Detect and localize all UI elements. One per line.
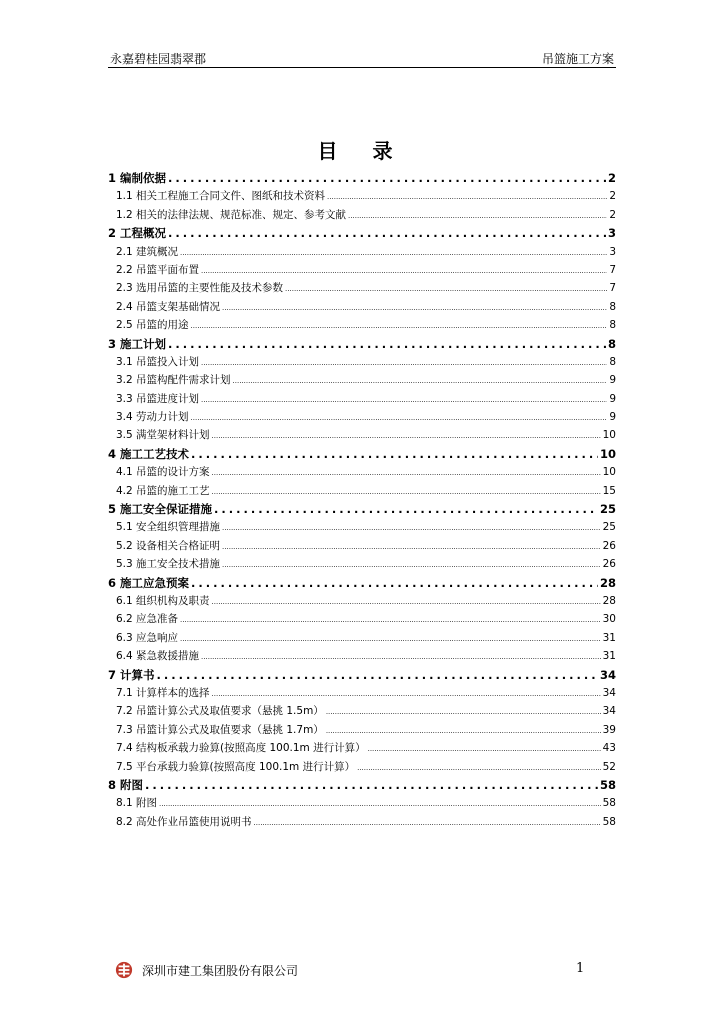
toc-entry-label: 1.1 相关工程施工合同文件、图纸和技术资料 — [116, 190, 326, 203]
toc-entry-label: 2.2 吊篮平面布置 — [116, 263, 200, 276]
toc-subsection-entry[interactable] — [108, 188, 616, 206]
toc-subsection-entry[interactable] — [108, 372, 616, 390]
toc-subsection-entry[interactable] — [108, 740, 616, 758]
toc-subsection-entry[interactable] — [108, 464, 616, 482]
toc-entry-label: 2.3 选用吊篮的主要性能及技术参数 — [116, 282, 284, 295]
toc-entry-page: 58 — [602, 797, 616, 810]
toc-entry-label: 7 计算书 — [108, 667, 155, 682]
toc-entry-page: 8 — [609, 319, 616, 332]
toc-entry-label: 6.3 应急响应 — [116, 631, 179, 644]
toc-section-entry[interactable] — [108, 501, 616, 519]
toc-entry-page: 52 — [602, 760, 616, 773]
toc-section-entry[interactable] — [108, 170, 616, 188]
toc-subsection-entry[interactable] — [108, 759, 616, 777]
toc-subsection-entry[interactable] — [108, 427, 616, 445]
toc-dot-leader — [212, 432, 601, 440]
toc-dot-leader — [222, 543, 601, 551]
toc-entry-label: 3.1 吊篮投入计划 — [116, 355, 200, 368]
toc-entry-label: 7.1 计算样本的选择 — [116, 686, 210, 699]
toc-entry-page: 30 — [602, 613, 616, 626]
toc-dot-leader — [327, 193, 607, 201]
toc-subsection-entry[interactable] — [108, 538, 616, 556]
toc-entry-label: 3.3 吊篮进度计划 — [116, 392, 200, 405]
toc-subsection-entry[interactable] — [108, 685, 616, 703]
toc-entry-page: 58 — [602, 815, 616, 828]
toc-section-entry[interactable] — [108, 336, 616, 354]
toc-entry-label: 5 施工安全保证措施 — [108, 502, 213, 517]
toc-dot-leader — [180, 635, 601, 643]
toc-dot-leader — [212, 469, 601, 477]
toc-dot-leader — [157, 668, 598, 682]
footer-company-name: 深圳市建工集团股份有限公司 — [142, 964, 299, 978]
toc-entry-page: 58 — [599, 777, 616, 792]
toc-entry-page: 28 — [599, 575, 616, 590]
toc-entry-page: 43 — [602, 742, 616, 755]
toc-entry-page: 2 — [609, 190, 616, 203]
toc-subsection-entry[interactable] — [108, 703, 616, 721]
toc-subsection-entry[interactable] — [108, 280, 616, 298]
toc-dot-leader — [201, 359, 607, 367]
toc-entry-label: 8 附图 — [108, 777, 144, 792]
toc-dot-leader — [222, 304, 607, 312]
toc-entry-page: 10 — [602, 466, 616, 479]
toc-entry-label: 8.2 高处作业吊篮使用说明书 — [116, 815, 252, 828]
header-divider — [108, 67, 616, 68]
toc-dot-leader — [145, 778, 598, 792]
toc-entry-page: 34 — [599, 667, 616, 682]
toc-entry-label: 6.1 组织机构及职责 — [116, 594, 210, 607]
toc-entry-label: 3.2 吊篮构配件需求计划 — [116, 374, 231, 387]
toc-subsection-entry[interactable] — [108, 795, 616, 813]
toc-subsection-entry[interactable] — [108, 556, 616, 574]
toc-entry-label: 3.4 劳动力计划 — [116, 411, 189, 424]
toc-dot-leader — [201, 653, 601, 661]
toc-dot-leader — [168, 171, 606, 185]
toc-entry-page: 9 — [609, 392, 616, 405]
toc-subsection-entry[interactable] — [108, 244, 616, 262]
toc-dot-leader — [348, 212, 607, 220]
toc-entry-page: 10 — [602, 429, 616, 442]
toc-dot-leader — [180, 249, 607, 257]
toc-entry-page: 9 — [609, 411, 616, 424]
toc-section-entry[interactable] — [108, 777, 616, 795]
toc-entry-page: 9 — [609, 374, 616, 387]
toc-entry-page: 34 — [602, 705, 616, 718]
toc-dot-leader — [222, 561, 601, 569]
toc-entry-page: 10 — [599, 446, 616, 461]
toc-entry-label: 5.3 施工安全技术措施 — [116, 558, 221, 571]
toc-entry-page: 8 — [609, 300, 616, 313]
toc-entry-page: 25 — [599, 502, 616, 517]
toc-entry-page: 26 — [602, 539, 616, 552]
header-document-title: 吊篮施工方案 — [541, 52, 614, 66]
toc-entry-page: 31 — [602, 650, 616, 663]
toc-entry-page: 2 — [607, 171, 616, 185]
footer-page-number: 1 — [576, 961, 585, 976]
toc-dot-leader — [191, 576, 598, 590]
toc-entry-label: 2 工程概况 — [108, 226, 167, 241]
toc-entry-label: 6.2 应急准备 — [116, 613, 179, 626]
toc-entry-page: 8 — [609, 355, 616, 368]
toc-entry-label: 8.1 附图 — [116, 797, 158, 810]
toc-entry-label: 4 施工工艺技术 — [108, 446, 190, 461]
toc-entry-page: 28 — [602, 594, 616, 607]
toc-subsection-entry[interactable] — [108, 814, 616, 832]
toc-subsection-entry[interactable] — [108, 391, 616, 409]
toc-entry-page: 26 — [602, 558, 616, 571]
toc-subsection-entry[interactable] — [108, 354, 616, 372]
toc-entry-page: 3 — [609, 245, 616, 258]
toc-entry-label: 1 编制依据 — [108, 171, 167, 185]
toc-entry-page: 7 — [609, 263, 616, 276]
toc-dot-leader — [233, 377, 608, 385]
toc-entry-label: 7.2 吊篮计算公式及取值要求（悬挑 1.5m） — [116, 705, 324, 718]
toc-dot-leader — [168, 226, 606, 240]
toc-subsection-entry[interactable] — [108, 611, 616, 629]
toc-entry-label: 3 施工计划 — [108, 336, 167, 351]
toc-section-entry[interactable] — [108, 667, 616, 685]
toc-entry-page: 39 — [602, 723, 616, 736]
toc-entry-label: 5.1 安全组织管理措施 — [116, 521, 221, 534]
toc-dot-leader — [326, 727, 601, 735]
toc-dot-leader — [191, 414, 608, 422]
toc-subsection-entry[interactable] — [108, 519, 616, 537]
toc-entry-label: 2.1 建筑概况 — [116, 245, 179, 258]
toc-dot-leader — [326, 708, 601, 716]
table-of-contents — [108, 170, 616, 832]
toc-subsection-entry[interactable] — [108, 262, 616, 280]
toc-entry-page: 8 — [607, 336, 616, 351]
toc-dot-leader — [201, 267, 607, 275]
toc-entry-label: 6 施工应急预案 — [108, 575, 190, 590]
toc-dot-leader — [254, 819, 601, 827]
toc-entry-label: 7.4 结构板承载力验算(按照高度 100.1m 进行计算） — [116, 742, 366, 755]
toc-entry-label: 2.4 吊篮支架基础情况 — [116, 300, 221, 313]
toc-entry-label: 1.2 相关的法律法规、规范标准、规定、参考文献 — [116, 208, 347, 221]
toc-entry-page: 34 — [602, 686, 616, 699]
toc-dot-leader — [180, 616, 601, 624]
toc-dot-leader — [212, 488, 601, 496]
toc-dot-leader — [368, 745, 601, 753]
toc-entry-page: 31 — [602, 631, 616, 644]
toc-dot-leader — [159, 800, 601, 808]
toc-entry-label: 3.5 满堂架材料计划 — [116, 429, 210, 442]
toc-entry-label: 4.2 吊篮的施工工艺 — [116, 484, 210, 497]
toc-dot-leader — [212, 598, 601, 606]
toc-entry-page: 7 — [609, 282, 616, 295]
toc-dot-leader — [222, 524, 601, 532]
toc-subsection-entry[interactable] — [108, 648, 616, 666]
toc-entry-page: 2 — [609, 208, 616, 221]
toc-section-entry[interactable] — [108, 575, 616, 593]
toc-dot-leader — [285, 285, 607, 293]
toc-entry-page: 25 — [602, 521, 616, 534]
toc-dot-leader — [168, 337, 606, 351]
header-project-name: 永嘉碧桂园翡翠郡 — [110, 52, 207, 66]
toc-entry-label: 5.2 设备相关合格证明 — [116, 539, 221, 552]
toc-entry-label: 4.1 吊篮的设计方案 — [116, 466, 210, 479]
toc-dot-leader — [357, 764, 601, 772]
toc-subsection-entry[interactable] — [108, 207, 616, 225]
toc-entry-label: 6.4 紧急救援措施 — [116, 650, 200, 663]
toc-dot-leader — [212, 690, 601, 698]
toc-dot-leader — [214, 502, 598, 516]
toc-dot-leader — [191, 322, 608, 330]
toc-subsection-entry[interactable] — [108, 299, 616, 317]
company-logo-icon — [115, 961, 133, 979]
toc-section-entry[interactable] — [108, 225, 616, 243]
toc-section-entry[interactable] — [108, 446, 616, 464]
toc-entry-label: 7.3 吊篮计算公式及取值要求（悬挑 1.7m） — [116, 723, 324, 736]
toc-dot-leader — [191, 447, 598, 461]
toc-subsection-entry[interactable] — [108, 722, 616, 740]
toc-subsection-entry[interactable] — [108, 317, 616, 335]
toc-entry-label: 2.5 吊篮的用途 — [116, 319, 189, 332]
toc-subsection-entry[interactable] — [108, 409, 616, 427]
toc-subsection-entry[interactable] — [108, 483, 616, 501]
toc-dot-leader — [201, 396, 607, 404]
toc-entry-page: 15 — [602, 484, 616, 497]
toc-subsection-entry[interactable] — [108, 593, 616, 611]
toc-entry-page: 3 — [607, 226, 616, 241]
toc-subsection-entry[interactable] — [108, 630, 616, 648]
toc-title: 目 录 — [317, 139, 407, 163]
toc-entry-label: 7.5 平台承载力验算(按照高度 100.1m 进行计算） — [116, 760, 356, 773]
